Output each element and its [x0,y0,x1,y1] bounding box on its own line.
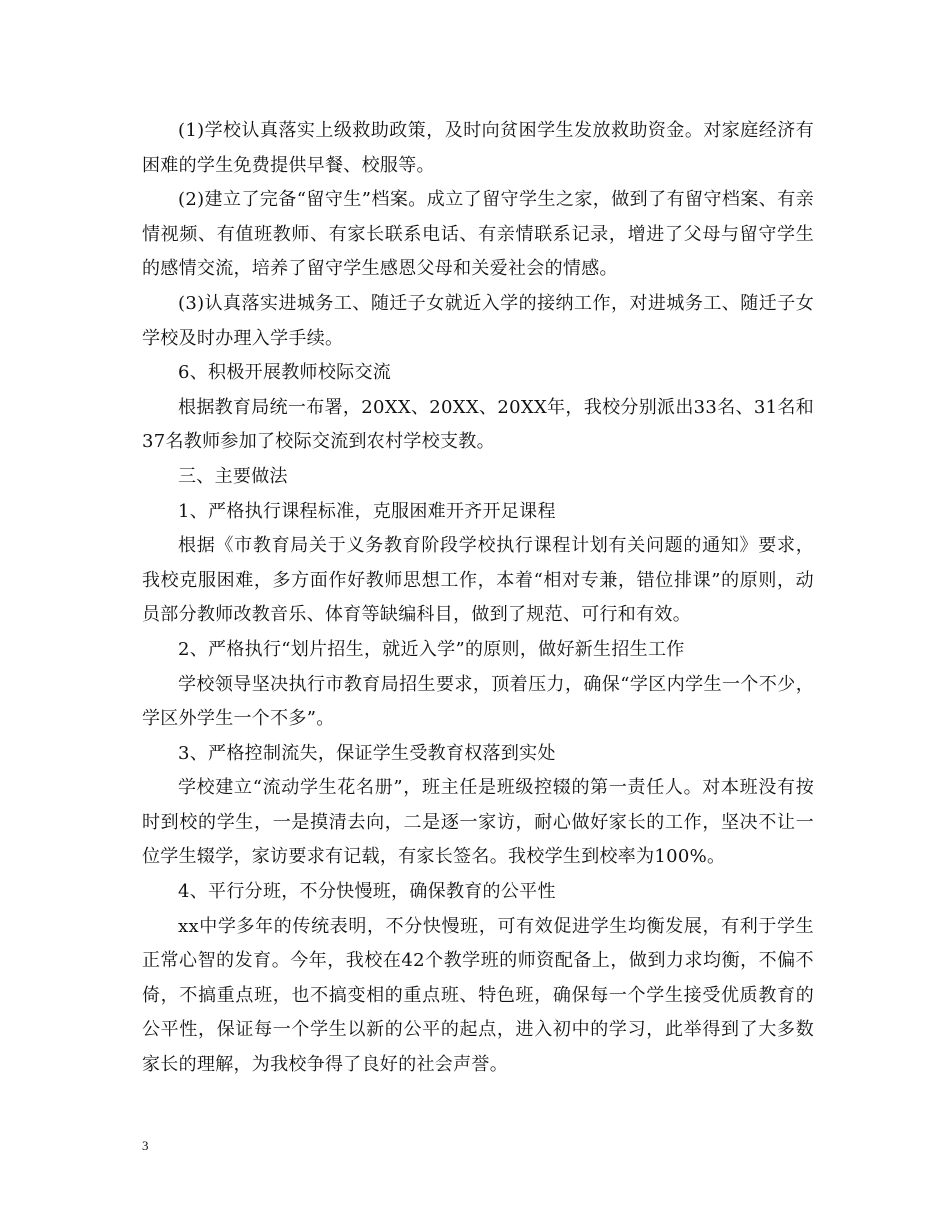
paragraph-teacher-exchange: 根据教育局统一布署，20XX、20XX、20XX年，我校分别派出33名、31名和37名教师参加了校际交流到农村学校支教。 [142,396,814,453]
document-body [142,114,814,1083]
page-number: 3 [142,1138,149,1153]
heading-dropout-control: 3、严格控制流失，保证学生受教育权落到实处 [178,742,556,764]
paragraph-relief-policy: (1)学校认真落实上级救助政策，及时向贫困学生发放救助资金。对家庭经济有困难的学生免费提供早餐、校服等。 [142,120,814,176]
heading-curriculum: 1、严格执行课程标准，克服困难开齐开足课程 [178,500,556,522]
heading-enrollment: 2、严格执行“划片招生，就近入学”的原则，做好新生招生工作 [178,638,685,660]
heading-teacher-exchange: 6、积极开展教师校际交流 [178,362,392,384]
paragraph-left-behind-archive: (2)建立了完备“留守生”档案。成立了留守学生之家，做到了有留守档案、有亲情视频、有值班教师、有家长联系电话、有亲情联系记录，增进了父母与留守学生的感情交流，培养了留守学生感恩父母和关爱社会的情感。 [142,189,814,280]
paragraph-parallel-classes: xx中学多年的传统表明，不分快慢班，可有效促进学生均衡发展，有利于学生正常心智的发育。今年，我校在42个教学班的师资配备上，做到力求均衡，不偏不倚，不搞重点班，也不搞变相的重点班、特色班，确保每一个学生接受优质教育的公平性，保证每一个学生以新的公平的起点，进入初中的学习，此举得到了大多数家长的理解，为我校争得了良好的社会声誉。 [142,915,814,1076]
paragraph-curriculum: 根据《市教育局关于义务教育阶段学校执行课程计划有关问题的通知》要求，我校克服困难，多方面作好教师思想工作，本着“相对专兼，错位排课”的原则，动员部分教师改教音乐、体育等缺编科目，做到了规范、可行和有效。 [142,535,814,626]
paragraph-migrant-children: (3)认真落实进城务工、随迁子女就近入学的接纳工作，对进城务工、随迁子女学校及时办理入学手续。 [142,292,814,349]
paragraph-enrollment: 学校领导坚决执行市教育局招生要求，顶着压力，确保“学区内学生一个不少，学区外学生一个不多”。 [142,673,814,730]
paragraph-dropout-control: 学校建立“流动学生花名册”，班主任是班级控辍的第一责任人。对本班没有按时到校的学生，一是摸清去向，二是逐一家访，耐心做好家长的工作，坚决不让一位学生辍学，家访要求有记载，有家长签名。我校学生到校率为100%。 [142,777,814,868]
heading-main-practices: 三、主要做法 [178,465,288,487]
heading-parallel-classes: 4、平行分班，不分快慢班，确保教育的公平性 [178,881,556,903]
